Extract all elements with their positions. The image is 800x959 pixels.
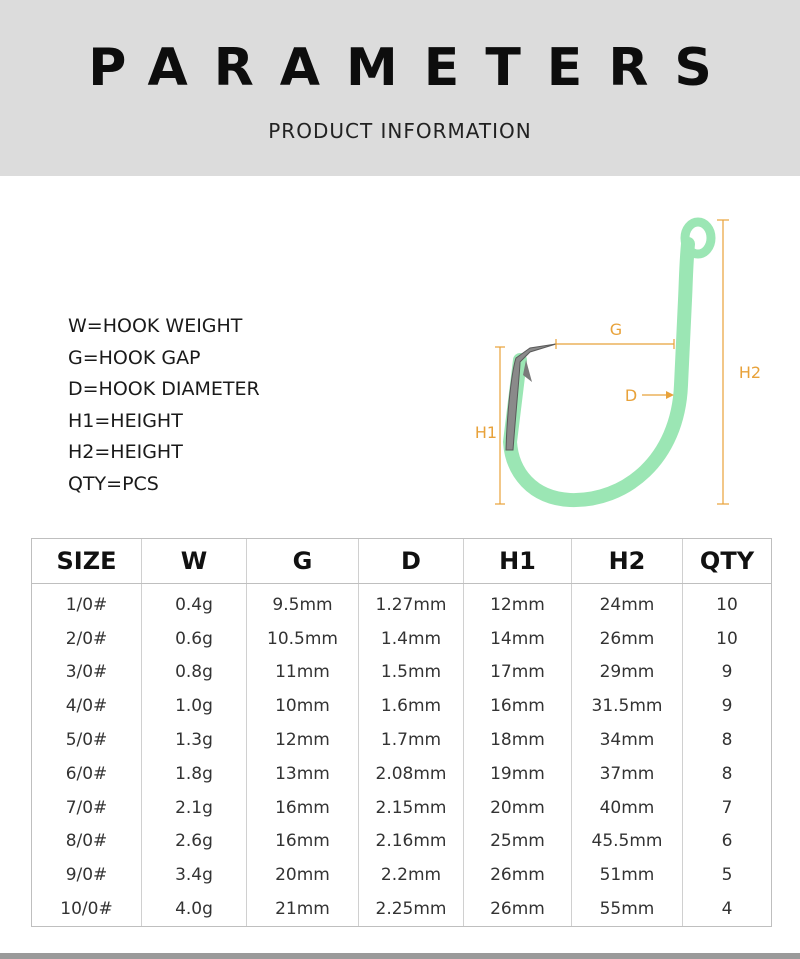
cell-size: 8/0# (65, 831, 108, 852)
cell-d: 2.15mm (359, 791, 464, 825)
cell-qty: 6 (683, 825, 772, 859)
table-row (32, 622, 771, 656)
cell-d: 1.4mm (359, 622, 464, 656)
cell-h2: 24mm (572, 584, 683, 622)
cell-size: 9/0# (65, 865, 108, 886)
h1-label: H1 (474, 423, 498, 442)
col-header-h2: H2 (572, 539, 683, 584)
col-header-w: W (142, 539, 247, 584)
cell-h2: 31.5mm (572, 689, 683, 723)
cell-g: 10mm (247, 689, 359, 723)
cell-qty: 8 (683, 723, 772, 757)
col-header-g: G (247, 539, 359, 584)
table-header-row (32, 539, 771, 584)
table-row (32, 858, 771, 892)
legend-item-qty: QTY=PCS (68, 472, 159, 495)
cell-d: 1.5mm (359, 656, 464, 690)
cell-qty: 4 (683, 892, 772, 926)
cell-qty: 8 (683, 757, 772, 791)
h2-label: H2 (738, 363, 762, 382)
table-row (32, 892, 771, 926)
cell-g: 9.5mm (247, 584, 359, 622)
legend-item-weight: W=HOOK WEIGHT (68, 315, 243, 337)
cell-qty: 7 (683, 791, 772, 825)
cell-size: 1/0# (65, 594, 108, 615)
cell-size: 6/0# (65, 763, 108, 784)
cell-d: 1.27mm (359, 584, 464, 622)
cell-g: 11mm (247, 656, 359, 690)
cell-w: 2.1g (142, 791, 247, 825)
hook-eye (685, 222, 711, 254)
hook-diagram (460, 210, 780, 515)
cell-size: 7/0# (65, 797, 108, 818)
cell-size: 5/0# (65, 730, 108, 751)
cell-h1: 12mm (464, 584, 572, 622)
cell-qty: 9 (683, 689, 772, 723)
cell-h2: 26mm (572, 622, 683, 656)
page-subtitle: PRODUCT INFORMATION (268, 119, 532, 143)
legend-list (68, 311, 260, 500)
cell-g: 13mm (247, 757, 359, 791)
cell-h1: 20mm (464, 791, 572, 825)
cell-qty: 5 (683, 858, 772, 892)
cell-size: 4/0# (65, 696, 108, 717)
cell-d: 2.08mm (359, 757, 464, 791)
cell-h2: 40mm (572, 791, 683, 825)
cell-h2: 29mm (572, 656, 683, 690)
cell-size: 10/0# (60, 899, 113, 920)
cell-w: 1.8g (142, 757, 247, 791)
col-header-d: D (359, 539, 464, 584)
cell-w: 0.8g (142, 656, 247, 690)
cell-d: 1.6mm (359, 689, 464, 723)
cell-g: 16mm (247, 791, 359, 825)
cell-g: 12mm (247, 723, 359, 757)
cell-h1: 18mm (464, 723, 572, 757)
table-row (32, 689, 771, 723)
cell-w: 3.4g (142, 858, 247, 892)
legend-item-gap: G=HOOK GAP (68, 346, 201, 369)
cell-w: 1.3g (142, 723, 247, 757)
table-row (32, 656, 771, 690)
cell-d: 2.25mm (359, 892, 464, 926)
cell-w: 4.0g (142, 892, 247, 926)
cell-g: 10.5mm (247, 622, 359, 656)
cell-g: 16mm (247, 825, 359, 859)
cell-size: 2/0# (65, 628, 108, 649)
cell-h2: 45.5mm (572, 825, 683, 859)
cell-h1: 26mm (464, 892, 572, 926)
cell-g: 20mm (247, 858, 359, 892)
table-row (32, 825, 771, 859)
page-title: PARAMETERS (88, 38, 738, 98)
cell-d: 2.2mm (359, 858, 464, 892)
cell-qty: 10 (683, 584, 772, 622)
cell-qty: 10 (683, 622, 772, 656)
cell-h2: 34mm (572, 723, 683, 757)
cell-w: 2.6g (142, 825, 247, 859)
cell-h2: 37mm (572, 757, 683, 791)
col-header-qty: QTY (683, 539, 772, 584)
hook-body (510, 244, 688, 500)
table-row (32, 757, 771, 791)
cell-h1: 16mm (464, 689, 572, 723)
cell-size: 3/0# (65, 662, 108, 683)
cell-h1: 25mm (464, 825, 572, 859)
header-banner (0, 0, 800, 176)
g-label: G (609, 320, 623, 339)
cell-h1: 19mm (464, 757, 572, 791)
cell-h2: 51mm (572, 858, 683, 892)
d-label: D (624, 386, 638, 405)
legend-item-height1: H1=HEIGHT (68, 409, 183, 432)
cell-h1: 17mm (464, 656, 572, 690)
legend-item-height2: H2=HEIGHT (68, 441, 183, 463)
cell-w: 0.6g (142, 622, 247, 656)
table-row (32, 723, 771, 757)
cell-h1: 26mm (464, 858, 572, 892)
table-row (32, 791, 771, 825)
cell-d: 1.7mm (359, 723, 464, 757)
cell-w: 0.4g (142, 584, 247, 622)
bottom-divider (0, 953, 800, 959)
col-header-size: SIZE (32, 539, 142, 584)
cell-g: 21mm (247, 892, 359, 926)
cell-h1: 14mm (464, 622, 572, 656)
cell-h2: 55mm (572, 892, 683, 926)
table-row (32, 584, 771, 622)
col-header-h1: H1 (464, 539, 572, 584)
cell-qty: 9 (683, 656, 772, 690)
cell-d: 2.16mm (359, 825, 464, 859)
cell-w: 1.0g (142, 689, 247, 723)
legend-item-diameter: D=HOOK DIAMETER (68, 378, 260, 400)
parameters-table (31, 538, 772, 927)
